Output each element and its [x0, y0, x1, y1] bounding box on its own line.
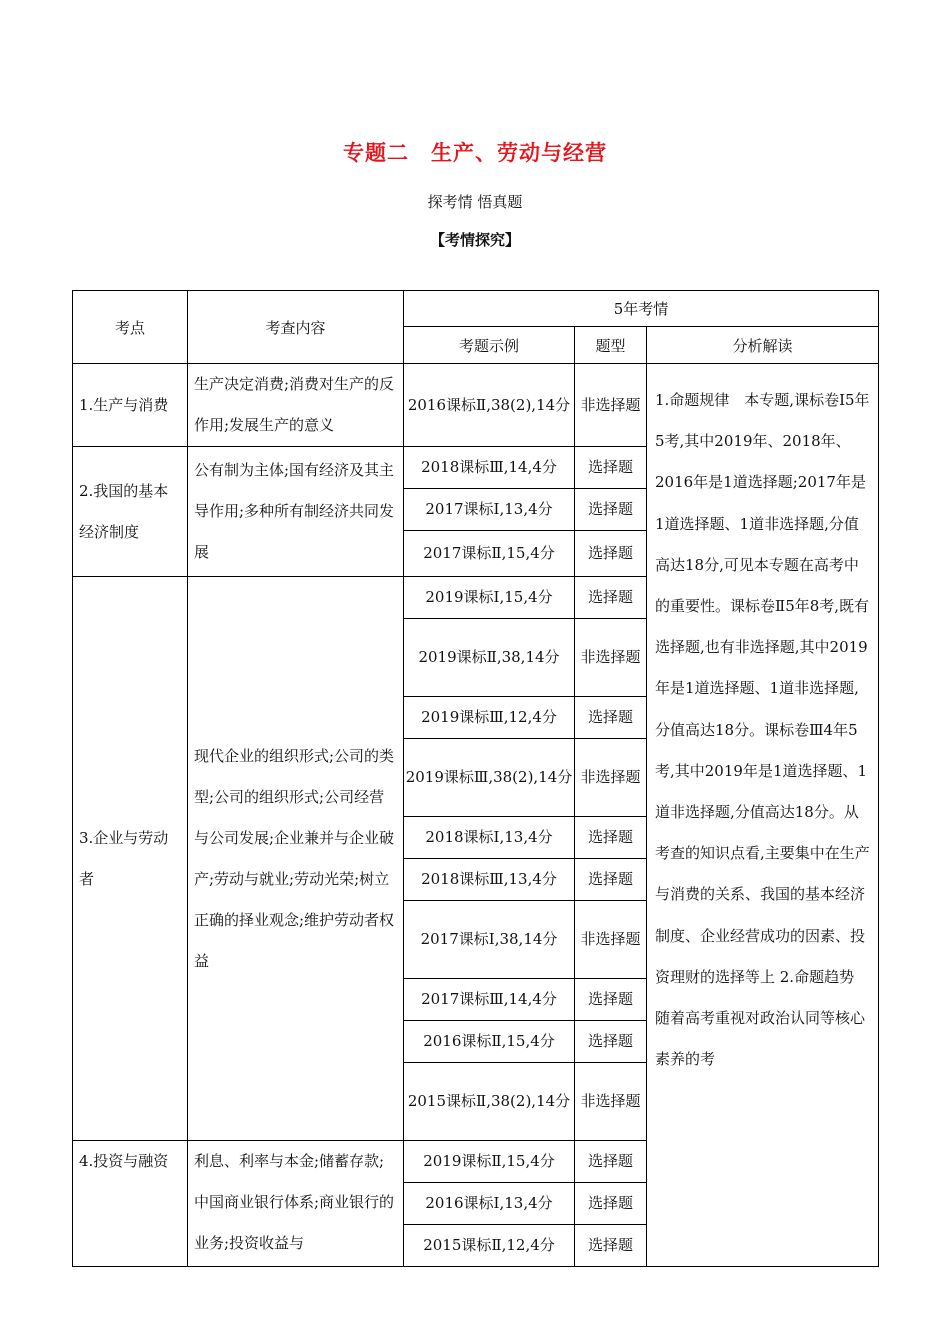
example-cell: 2016课标Ⅱ,15,4分	[404, 1021, 575, 1063]
content-cell: 现代企业的组织形式;公司的类型;公司的组织形式;公司经营与公司发展;企业兼并与企业破产;劳动与就业;劳动光荣;树立正确的择业观念;维护劳动者权益	[188, 577, 404, 1141]
exam-analysis-table	[72, 290, 879, 1267]
analysis-text: 1.命题规律 本专题,课标卷Ⅰ5年5考,其中2019年、2018年、2016年是1道选择题;2017年是1道选择题、1道非选择题,分值高达18分,可见本专题在高考中的重要性。课标卷Ⅱ5年8考,既有选择题,也有非选择题,其中2019年是1道选择题、1道非选择题,分值高达18分。课标卷Ⅲ4年5考,其中2019年是1道选择题、1道非选择题,分值高达18分。从考查的知识点看,主要集中在生产与消费的关系、我国的基本经济制度、企业经营成功的因素、投资理财的选择等上 2.命题趋势 随着高考重视对政治认同等核心素养的考	[655, 391, 870, 1069]
example-cell: 2017课标Ⅱ,15,4分	[404, 531, 575, 577]
page-subtitle: 探考情 悟真题	[427, 193, 523, 211]
example-cell: 2017课标Ⅰ,13,4分	[404, 489, 575, 531]
type-cell: 选择题	[575, 531, 647, 577]
point-cell: 4.投资与融资	[73, 1141, 188, 1267]
type-cell: 选择题	[575, 697, 647, 739]
type-cell: 非选择题	[575, 619, 647, 697]
content-cell: 公有制为主体;国有经济及其主导作用;多种所有制经济共同发展	[188, 447, 404, 577]
example-cell: 2018课标Ⅰ,13,4分	[404, 817, 575, 859]
example-cell: 2019课标Ⅲ,12,4分	[404, 697, 575, 739]
type-cell: 非选择题	[575, 739, 647, 817]
type-cell: 选择题	[575, 979, 647, 1021]
header-type: 题型	[575, 327, 647, 364]
example-cell: 2017课标Ⅲ,14,4分	[404, 979, 575, 1021]
type-cell: 选择题	[575, 817, 647, 859]
example-cell: 2019课标Ⅰ,15,4分	[404, 577, 575, 619]
type-cell: 非选择题	[575, 364, 647, 447]
example-cell: 2017课标Ⅰ,38,14分	[404, 901, 575, 979]
type-cell: 选择题	[575, 1183, 647, 1225]
example-cell: 2018课标Ⅲ,14,4分	[404, 447, 575, 489]
type-cell: 选择题	[575, 577, 647, 619]
type-cell: 选择题	[575, 859, 647, 901]
example-cell: 2018课标Ⅲ,13,4分	[404, 859, 575, 901]
example-cell: 2015课标Ⅱ,38(2),14分	[404, 1063, 575, 1141]
point-cell: 3.企业与劳动者	[73, 577, 188, 1141]
example-cell: 2015课标Ⅱ,12,4分	[404, 1225, 575, 1267]
type-cell: 选择题	[575, 1021, 647, 1063]
header-analysis: 分析解读	[647, 327, 879, 364]
content-cell: 生产决定消费;消费对生产的反作用;发展生产的意义	[188, 364, 404, 447]
header-example: 考题示例	[404, 327, 575, 364]
type-cell: 非选择题	[575, 901, 647, 979]
page-title: 专题二 生产、劳动与经营	[343, 140, 607, 165]
header-point: 考点	[73, 291, 188, 364]
point-cell: 2.我国的基本经济制度	[73, 447, 188, 577]
type-cell: 选择题	[575, 1225, 647, 1267]
analysis-cell	[647, 364, 879, 1267]
example-cell: 2016课标Ⅱ,38(2),14分	[404, 364, 575, 447]
example-cell: 2019课标Ⅱ,15,4分	[404, 1141, 575, 1183]
example-cell: 2019课标Ⅲ,38(2),14分	[404, 739, 575, 817]
content-cell: 利息、利率与本金;储蓄存款;中国商业银行体系;商业银行的业务;投资收益与	[188, 1141, 404, 1267]
header-five-year: 5年考情	[404, 291, 879, 327]
header-content: 考查内容	[188, 291, 404, 364]
type-cell: 选择题	[575, 447, 647, 489]
type-cell: 选择题	[575, 489, 647, 531]
example-cell: 2016课标Ⅰ,13,4分	[404, 1183, 575, 1225]
type-cell: 非选择题	[575, 1063, 647, 1141]
type-cell: 选择题	[575, 1141, 647, 1183]
point-cell: 1.生产与消费	[73, 364, 188, 447]
example-cell: 2019课标Ⅱ,38,14分	[404, 619, 575, 697]
section-heading: 【考情探究】	[429, 231, 520, 249]
